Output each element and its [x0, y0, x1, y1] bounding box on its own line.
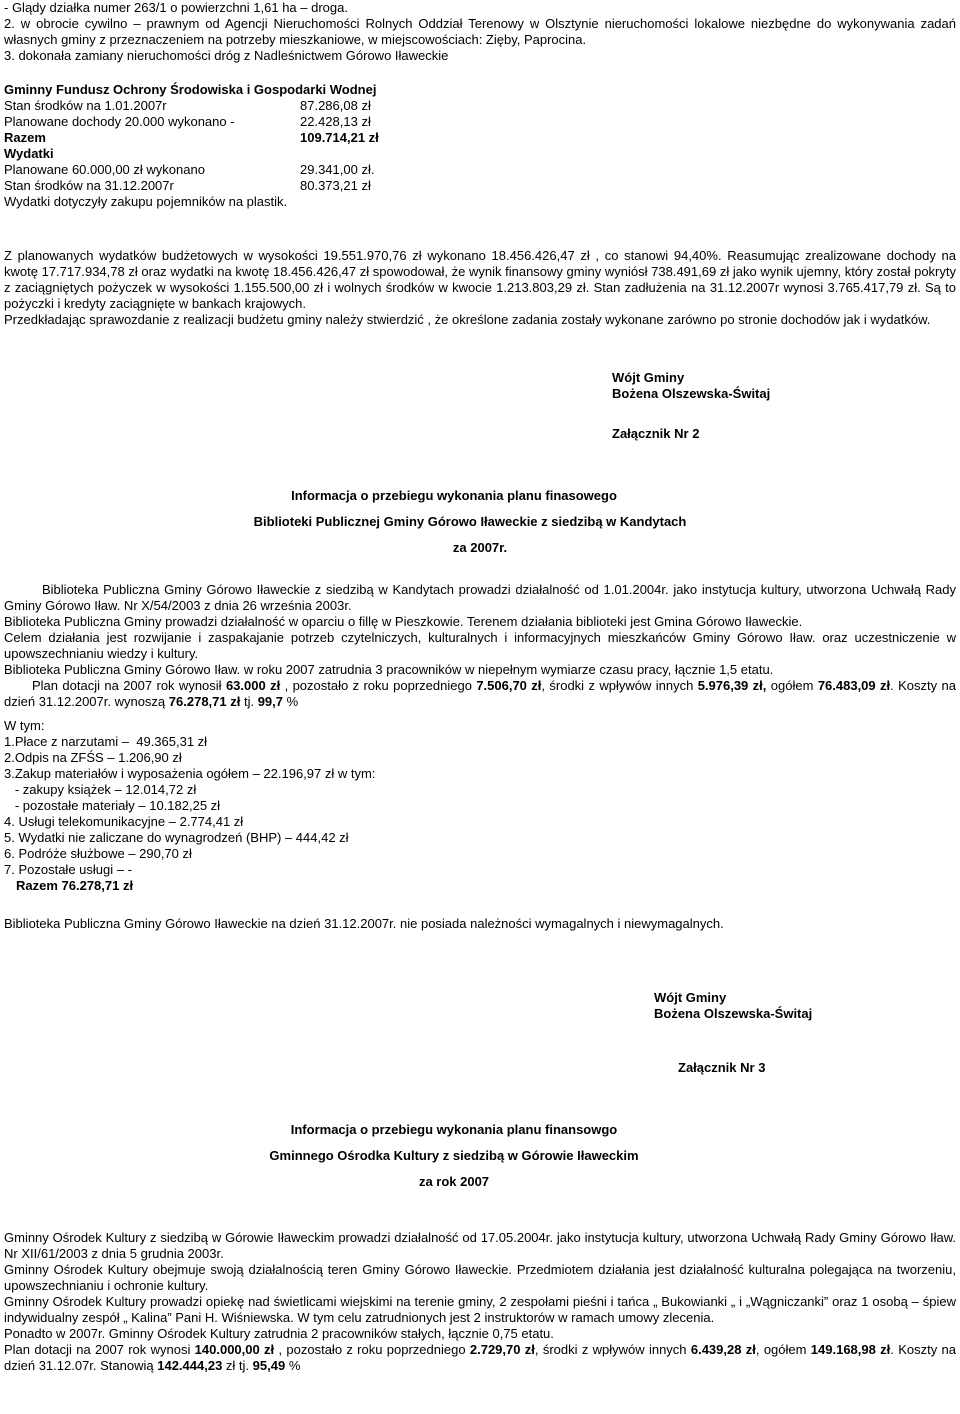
fund-row: [4, 98, 956, 114]
annex-title-1: Informacja o przebiegu wykonania planu finasowego: [291, 488, 617, 503]
list-item: 6. Podróże służbowe – 290,70 zł: [4, 846, 192, 861]
fund-heading: Gminny Fundusz Ochrony Środowiska i Gospodarki Wodnej: [4, 82, 377, 97]
text-part: . Koszty na dzień 31.12.2007r. wynoszą: [4, 678, 956, 709]
text-part: , ogółem: [755, 1342, 811, 1357]
list-item: - pozostałe materiały – 10.182,25 zł: [4, 798, 221, 813]
fund-row-label: Planowane dochody 20.000 wykonano -: [4, 114, 235, 129]
fund-row: [4, 114, 956, 130]
list-total: Razem 76.278,71 zł: [16, 878, 134, 893]
annex-title-2: Gminnego Ośrodka Kultury z siedzibą w Górowie Iławeckim: [269, 1148, 639, 1163]
list-item: 1.Płace z narzutami – 49.365,31 zł: [4, 734, 208, 749]
annex-title-3: za 2007r.: [452, 540, 508, 555]
text-part: 7.506,70 zł: [476, 678, 542, 693]
text-part: 63.000 zł: [225, 678, 281, 693]
annex-3: [4, 1060, 956, 1190]
text-part: 5.976,39 zł,: [697, 678, 767, 693]
list-head: W tym:: [4, 718, 45, 733]
fund-section: [4, 82, 956, 210]
text-part: , środki z wpływów innych: [534, 1342, 691, 1357]
annex-title-3: za rok 2007: [418, 1174, 490, 1189]
fund-row-value: 80.373,21 zł: [300, 178, 371, 193]
fund-row-label: Planowane 60.000,00 zł wykonano: [4, 162, 205, 177]
text-part: 140.000,00 zł: [194, 1342, 275, 1357]
annex2-paragraph-5: [4, 678, 956, 710]
line-glady: - Glądy działka numer 263/1 o powierzchni 1,61 ha – droga.: [4, 0, 348, 15]
text-part: %: [283, 694, 299, 709]
annex2-paragraph-1: Biblioteka Publiczna Gminy Górowo Iławeckie z siedzibą w Kandytach prowadzi działalność od 1.01.2004r. jako instytucja kultury, utworzona Uchwałą Rady Gminy Górowo Iław. Nr X/54/2003 z dnia 26 września 2003r.: [4, 582, 956, 613]
fund-row: [4, 178, 956, 194]
annex-title-2: Biblioteki Publicznej Gminy Górowo Iławeckie z siedzibą w Kandytach: [253, 514, 687, 529]
fund-row-label: Stan środków na 1.01.2007r: [4, 98, 167, 113]
fund-row-value: 87.286,08 zł: [300, 98, 371, 113]
signature-name: Bożena Olszewska-Świtaj: [654, 1006, 813, 1021]
text-part: , pozostało z roku poprzedniego: [280, 678, 477, 693]
text-part: Plan dotacji na 2007 rok wynosi: [4, 1342, 195, 1357]
text-part: 149.168,98 zł: [810, 1342, 891, 1357]
fund-expenses-heading: Wydatki: [4, 146, 54, 161]
fund-note: Wydatki dotyczyły zakupu pojemników na plastik.: [4, 194, 288, 209]
summary-paragraph-2: Przedkładając sprawozdanie z realizacji budżetu gminy należy stwierdzić , że określone zadania zostały wykonane zarówno po stronie dochodów jak i wydatków.: [4, 312, 931, 327]
text-part: . Koszty na dzień 31.12.07r. Stanowią: [4, 1342, 956, 1373]
annex-3-body: [4, 1230, 956, 1374]
list-item: 7. Pozostałe usługi – -: [4, 862, 132, 877]
list-item: - zakupy książek – 12.014,72 zł: [4, 782, 197, 797]
annex2-paragraph-6: Biblioteka Publiczna Gminy Górowo Iławeckie na dzień 31.12.2007r. nie posiada należności wymagalnych i niewymagalnych.: [4, 916, 724, 931]
section-acquisitions: [4, 0, 956, 64]
annex3-paragraph-2: Gminny Ośrodek Kultury obejmuje swoją działalnością teren Gminy Górowo Iławeckie. Przedmiotem działania jest działalność kulturalna polegająca na tworzeniu, upowszechnianiu i ochronie kultury.: [4, 1262, 956, 1293]
signature-title: Wójt Gminy: [612, 370, 685, 385]
annex3-paragraph-4: Ponadto w 2007r. Gminny Ośrodek Kultury zatrudnia 2 pracowników stałych, łącznie 0,75 etatu.: [4, 1326, 554, 1341]
signature-block-2: [4, 990, 956, 1022]
text-part: %: [285, 1358, 301, 1373]
signature-block-1: [4, 370, 956, 402]
annex-2-body: [4, 582, 956, 932]
annex2-paragraph-4: Biblioteka Publiczna Gminy Górowo Iław. w roku 2007 zatrudnia 3 pracowników w niepełnym wymiarze czasu pracy, łącznie 1,5 etatu.: [4, 662, 774, 677]
fund-row-label: Stan środków na 31.12.2007r: [4, 178, 174, 193]
expense-list: [4, 718, 956, 894]
annex-title-1: Informacja o przebiegu wykonania planu finansowgo: [290, 1122, 618, 1137]
text-part: ogółem: [766, 678, 818, 693]
text-part: 2.729,70 zł: [469, 1342, 535, 1357]
text-part: tj.: [240, 694, 258, 709]
fund-row-value: 29.341,00 zł.: [300, 162, 375, 177]
text-part: 76.278,71 zł: [168, 694, 241, 709]
fund-row-label: Razem: [4, 130, 46, 145]
annex3-paragraph-1: Gminny Ośrodek Kultury z siedzibą w Górowie Iławeckim prowadzi działalność od 17.05.2004r. jako instytucja kultury, utworzona Uchwałą Rady Gminy Górowo Iław. Nr XII/61/2003 z dnia 5 grudnia 2003r.: [4, 1230, 956, 1261]
text-part: 6.439,28 zł: [690, 1342, 756, 1357]
annex-2: [4, 426, 956, 556]
signature-title: Wójt Gminy: [654, 990, 727, 1005]
annex-label: Załącznik Nr 2: [612, 426, 700, 441]
annex3-paragraph-5: [4, 1342, 956, 1374]
text-part: , środki z wpływów innych: [541, 678, 698, 693]
list-item: 4. Usługi telekomunikacyjne – 2.774,41 zł: [4, 814, 244, 829]
annex3-paragraph-3: Gminny Ośrodek Kultury prowadzi opiekę nad świetlicami wiejskimi na terenie gminy, 2 zespołami pieśni i tańca „ Bukowianki „ i „Wągniczanki” oraz 1 osobą – śpiew indywidualny zespół „ Kalina” Pani H. Wiśniewska. W tym celu zatrudnionych jest 2 instruktorów w ramach umowy zlecenia.: [4, 1294, 956, 1325]
item-3: 3. dokonała zamiany nieruchomości dróg z Nadleśnictwem Górowo Iławeckie: [4, 48, 449, 63]
budget-summary: [4, 248, 956, 328]
summary-paragraph-1: Z planowanych wydatków budżetowych w wysokości 19.551.970,76 zł wykonano 18.456.426,47 zł , co stanowi 94,40%. Reasumując zrealizowane dochody na kwotę 17.717.934,78 zł oraz wydatki na kwotę 18.456.426,47 zł spowodował, że wynik finansowy gminy wyniósł 738.491,69 zł jako wynik ujemny, który został pokryty z zaciągniętych pożyczek w wysokości 1.155.500,00 zł i wolnych środków w kwocie 1.213.803,29 zł. Stan zadłużenia na 31.12.2007r wynosi 3.765.417,79 zł. Są to pożyczki i kredyty zaciągnięte w bankach krajowych.: [4, 248, 956, 311]
text-part: 76.483,09 zł: [817, 678, 891, 693]
text-part: 142.444,23: [157, 1358, 223, 1373]
text-part: Plan dotacji na 2007 rok wynosił: [32, 678, 226, 693]
fund-row-total: [4, 130, 956, 146]
annex2-paragraph-3: Celem działania jest rozwijanie i zaspakajanie potrzeb czytelniczych, kulturalnych i informacyjnych mieszkańców Gminy Górowo Iław. oraz uczestniczenie w upowszechnianiu wiedzy i kultury.: [4, 630, 956, 661]
text-part: 99,7: [257, 694, 283, 709]
text-part: 95,49: [252, 1358, 286, 1373]
signature-name: Bożena Olszewska-Świtaj: [612, 386, 771, 401]
fund-row: [4, 162, 956, 178]
text-part: , pozostało z roku poprzedniego: [274, 1342, 470, 1357]
text-part: zł tj.: [222, 1358, 253, 1373]
list-item: 2.Odpis na ZFŚS – 1.206,90 zł: [4, 750, 182, 765]
fund-row-value: 109.714,21 zł: [300, 130, 379, 145]
annex-label: Załącznik Nr 3: [678, 1060, 766, 1075]
annex2-paragraph-2: Biblioteka Publiczna Gminy prowadzi działalność w oparciu o fillę w Pieszkowie. Terenem działania biblioteki jest Gmina Górowo Iławeckie.: [4, 614, 803, 629]
list-item: 3.Zakup materiałów i wyposażenia ogółem – 22.196,97 zł w tym:: [4, 766, 376, 781]
item-2: 2. w obrocie cywilno – prawnym od Agencji Nieruchomości Rolnych Oddział Terenowy w Olsztynie nieruchomości lokalowe niezbędne do wykonywania zadań własnych gminy z przeznaczeniem na potrzeby mieszkaniowe, w miejscowościach: Zięby, Paprocina.: [4, 16, 956, 47]
list-item: 5. Wydatki nie zaliczane do wynagrodzeń (BHP) – 444,42 zł: [4, 830, 349, 845]
fund-row-value: 22.428,13 zł: [300, 114, 371, 129]
